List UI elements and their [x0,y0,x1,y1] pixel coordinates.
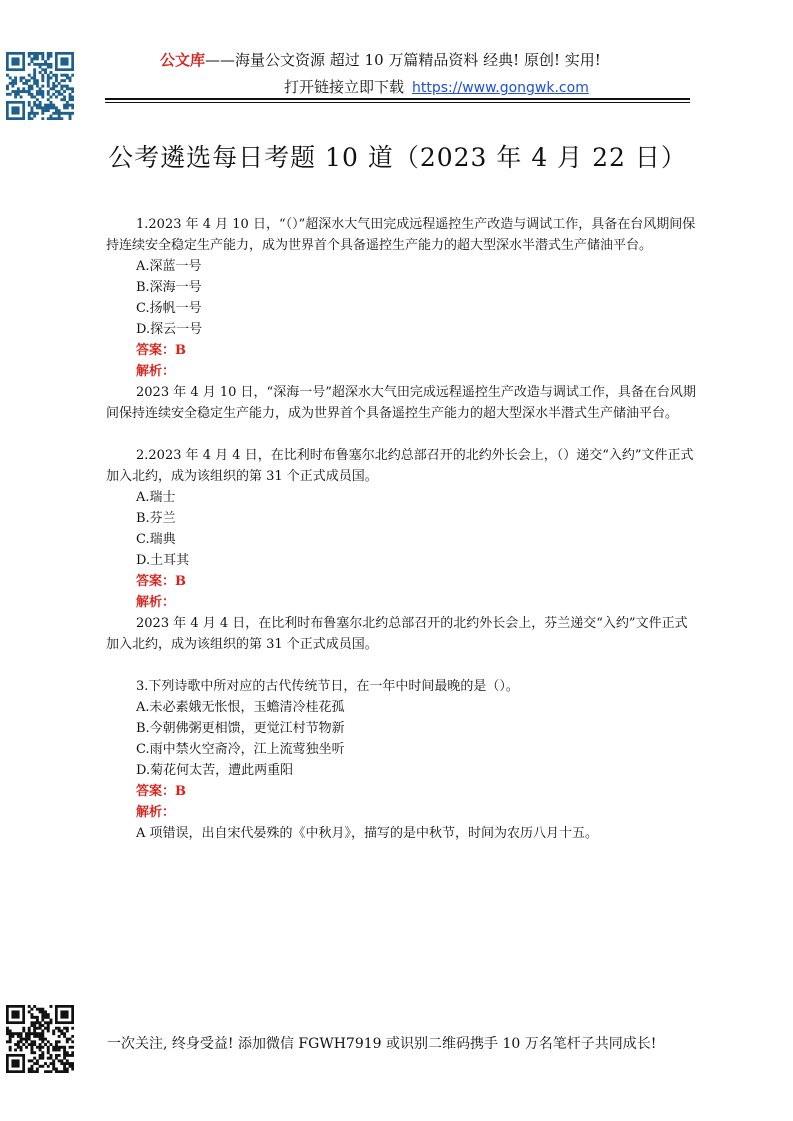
analysis-label: 解析： [136,595,176,610]
download-text: 打开链接立即下载 [284,78,405,96]
option-a: A.未必素娥无怅恨，玉蟾清冷桂花孤 [136,700,345,715]
question-stem: 2.2023 年 4 月 4 日，在比利时布鲁塞尔北约总部召开的北约外长会上，（）递交“入约”文件正式加入北约，成为该组织的第 31 个正式成员国。 [106,448,694,484]
qr-code-bottom[interactable] [6,1005,74,1073]
analysis-text: 2023 年 4 月 10 日，“深海一号”超深水大气田完成远程遥控生产改造与调试工作，具备在台风期间保持连续安全稳定生产能力，成为世界首个具备遥控生产能力的超大型深水半潜式生产储油平台。 [106,385,696,421]
option-b: B.深海一号 [136,280,202,295]
header-rule-thin [105,102,690,103]
analysis-text: A 项错误，出自宋代晏殊的《中秋月》，描写的是中秋节，时间为农历八月十五。 [136,826,599,841]
option-c: C.瑞典 [136,532,176,547]
footer-note: 一次关注, 终身受益! 添加微信 FGWH7919 或识别二维码携手 10 万名笔杆子共同成长! [107,1036,657,1052]
option-d: D.菊花何太苦，遭此两重阳 [136,763,294,778]
analysis-text: 2023 年 4 月 4 日，在比利时布鲁塞尔北约总部召开的北约外长会上，芬兰递交“入约”文件正式加入北约，成为该组织的第 31 个正式成员国。 [106,616,688,652]
analysis-label: 解析： [136,805,176,820]
header-tagline: ——海量公文资源 超过 10 万篇精品资料 经典! 原创! 实用! [205,51,601,69]
option-b: B.芬兰 [136,511,176,526]
header-banner [160,50,601,70]
question-block [106,214,696,424]
analysis-label: 解析： [136,364,176,379]
question-list [106,214,696,844]
header-rule-thick [105,98,690,100]
option-d: D.探云一号 [136,322,203,337]
website-link[interactable]: https://www.gongwk.com [412,80,589,96]
header-download-line [284,77,589,98]
answer-label: 答案：B [136,784,186,799]
question-block [106,445,696,655]
question-stem: 1.2023 年 4 月 10 日，“（）”超深水大气田完成远程遥控生产改造与调试工作，具备在台风期间保持连续安全稳定生产能力，成为世界首个具备遥控生产能力的超大型深水半潜式生产储油平台。 [106,217,696,253]
option-c: C.雨中禁火空斋冷，江上流莺独坐听 [136,742,345,757]
answer-label: 答案：B [136,343,186,358]
answer-label: 答案：B [136,574,186,589]
question-stem: 3.下列诗歌中所对应的古代传统节日，在一年中时间最晚的是（）。 [136,679,519,694]
option-a: A.深蓝一号 [136,259,202,274]
option-d: D.土耳其 [136,553,190,568]
brand-name: 公文库 [160,51,206,69]
qr-code-top[interactable] [6,52,74,120]
option-a: A.瑞士 [136,490,176,505]
option-c: C.扬帆一号 [136,301,202,316]
document-title: 公考遴选每日考题 10 道（2023 年 4 月 22 日） [108,143,687,172]
question-block [106,676,696,844]
option-b: B.今朝佛粥更相馈，更觉江村节物新 [136,721,345,736]
